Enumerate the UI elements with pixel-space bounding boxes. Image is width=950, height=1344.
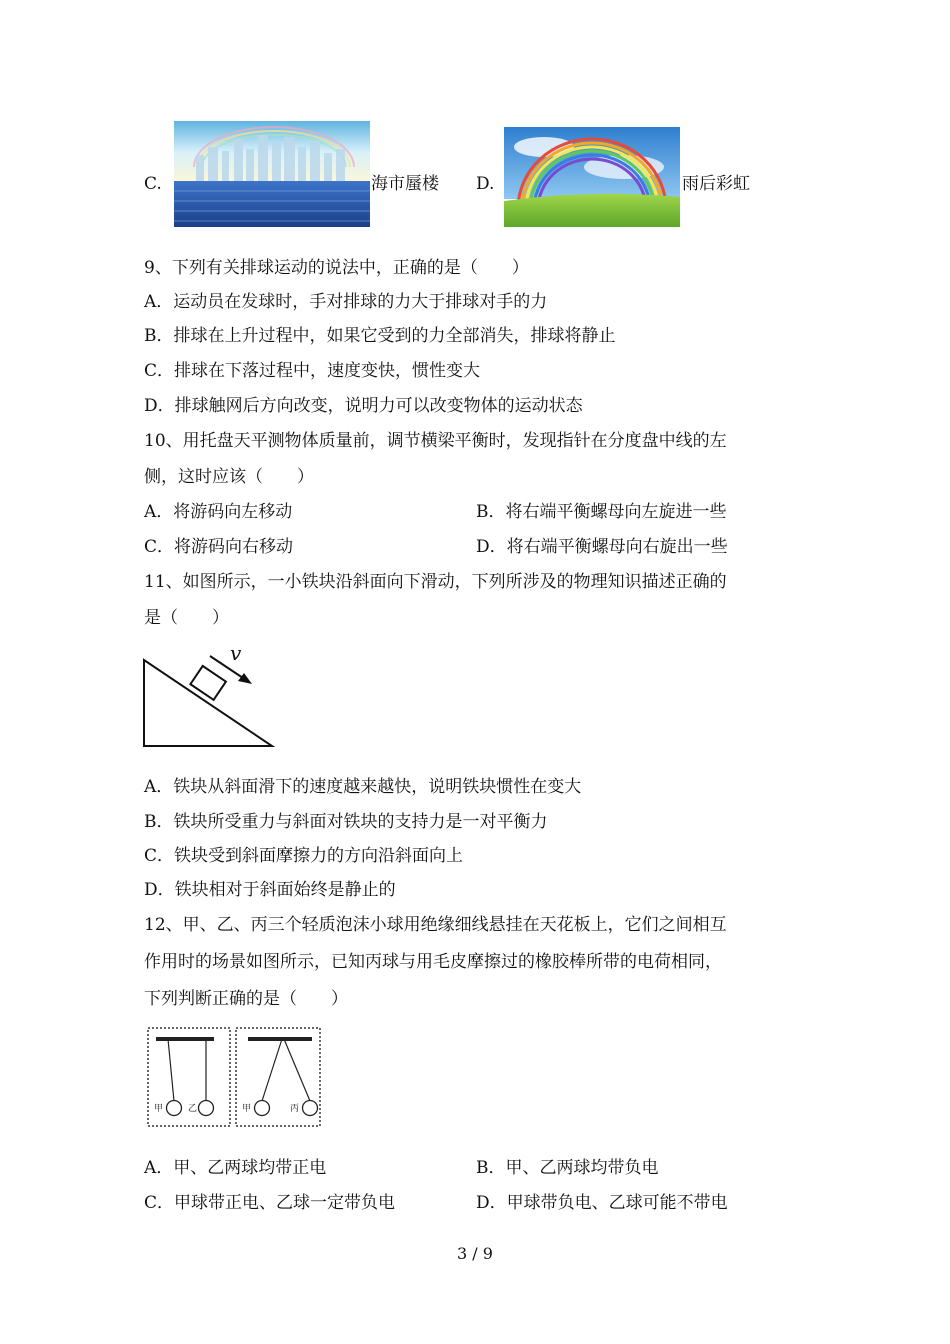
q9-option-a: A．运动员在发球时，手对排球的力大于排球对手的力 (144, 292, 548, 312)
q9-option-c: C．排球在下落过程中，速度变快，惯性变大 (144, 361, 481, 381)
q11-option-b: B．铁块所受重力与斜面对铁块的支持力是一对平衡力 (144, 812, 548, 832)
label-jia-right: 甲 (242, 1104, 252, 1114)
q9-option-d: D．排球触网后方向改变，说明力可以改变物体的运动状态 (144, 396, 583, 416)
q10-option-c: C．将游码向右移动 (144, 537, 294, 557)
label-bing: 丙 (290, 1104, 300, 1114)
q12-stem-line1: 12、甲、乙、丙三个轻质泡沫小球用绝缘细线悬挂在天花板上，它们之间相互 (144, 915, 727, 935)
q12-option-c: C．甲球带正电、乙球一定带负电 (144, 1193, 396, 1213)
q9-stem: 9、下列有关排球运动的说法中，正确的是（ ） (144, 258, 529, 278)
pendulum-figure (144, 1025, 324, 1129)
q11-option-d: D．铁块相对于斜面始终是静止的 (144, 880, 396, 900)
velocity-arrowhead (238, 673, 252, 684)
q10-stem-line1: 10、用托盘天平测物体质量前，调节横梁平衡时，发现指针在分度盘中线的左 (144, 431, 727, 451)
q11-stem-line1: 11、如图所示，一小铁块沿斜面向下滑动，下列所涉及的物理知识描述正确的 (144, 572, 727, 592)
option-c-text: 海市蜃楼 (371, 174, 439, 194)
q12-option-d: D．甲球带负电、乙球可能不带电 (476, 1193, 728, 1213)
mirage-image (174, 121, 370, 227)
q10-option-b: B．将右端平衡螺母向左旋进一些 (476, 502, 727, 522)
label-jia-left: 甲 (154, 1104, 164, 1114)
q11-option-a: A．铁块从斜面滑下的速度越来越快，说明铁块惯性在变大 (144, 777, 582, 797)
q12-option-b: B．甲、乙两球均带负电 (476, 1158, 659, 1178)
page-number: 3 / 9 (457, 1244, 493, 1263)
ball-yi (199, 1101, 214, 1116)
option-d-text: 雨后彩虹 (682, 174, 750, 194)
option-c-letter: C. (144, 174, 162, 194)
incline-figure (140, 640, 280, 752)
q10-option-d: D．将右端平衡螺母向右旋出一些 (476, 537, 728, 557)
q12-stem-line3: 下列判断正确的是（ ） (144, 989, 348, 1009)
velocity-label: v (230, 641, 242, 665)
ball-jia-left (167, 1101, 182, 1116)
q10-stem-line2: 侧，这时应该（ ） (144, 467, 314, 487)
q12-stem-line2: 作用时的场景如图所示，已知丙球与用毛皮摩擦过的橡胶棒所带的电荷相同， (144, 952, 722, 972)
label-yi: 乙 (188, 1104, 198, 1114)
rainbow-image (504, 127, 680, 227)
ball-bing (303, 1101, 318, 1116)
q11-stem-line2: 是（ ） (144, 608, 229, 628)
q11-option-c: C．铁块受到斜面摩擦力的方向沿斜面向上 (144, 846, 464, 866)
q9-option-b: B．排球在上升过程中，如果它受到的力全部消失，排球将静止 (144, 326, 616, 346)
q12-option-a: A．甲、乙两球均带正电 (144, 1158, 327, 1178)
ball-jia-right (255, 1101, 270, 1116)
q10-option-a: A．将游码向左移动 (144, 502, 293, 522)
option-d-letter: D. (476, 174, 495, 194)
